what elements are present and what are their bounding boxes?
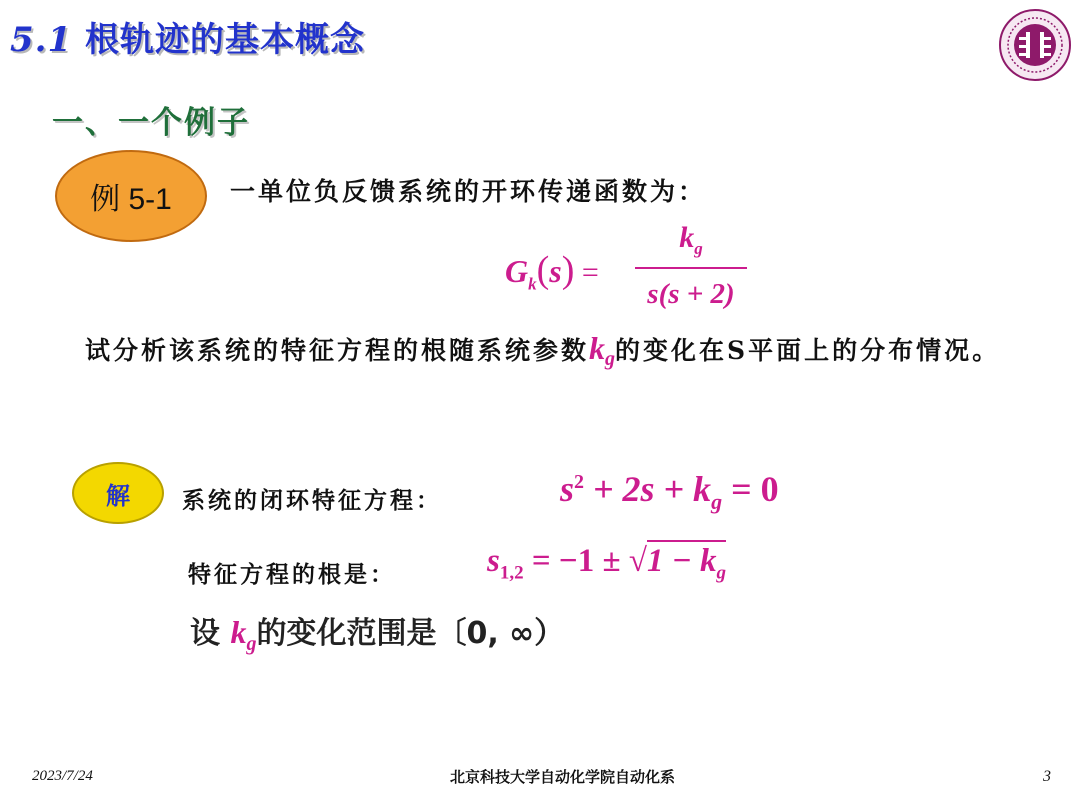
footer-date: 2023/7/24: [32, 768, 93, 784]
range-pre: 设: [190, 616, 231, 651]
eq-s: s: [560, 469, 575, 509]
roots-radicand: [646, 540, 726, 584]
solution-badge: [72, 462, 164, 524]
char-eq-label: 系统的闭环特征方程：: [182, 487, 442, 514]
range-statement: [190, 608, 564, 656]
range-k-sub: g: [246, 633, 257, 655]
eq-exp: 2: [574, 471, 585, 493]
page-number: 3: [1043, 768, 1051, 785]
char-equation: [560, 468, 779, 515]
example-badge: [55, 150, 207, 242]
roots-rad-sub: g: [716, 562, 726, 584]
problem-param: k: [589, 330, 606, 366]
roots-mid: = −1 ±: [523, 543, 629, 579]
tf-g-sub: k: [528, 274, 537, 294]
eq-body: + 2s + k: [584, 469, 712, 509]
example-description: 一单位负反馈系统的开环传递函数为：: [230, 177, 707, 206]
roots-equation: $s_{1,2} = -1 \pm √1 - k_g$: [487, 540, 726, 585]
roots-s: s: [487, 543, 500, 579]
section-title: 根轨迹的基本概念: [85, 20, 365, 60]
slide-title: [10, 12, 365, 61]
footer-organization: 北京科技大学自动化学院自动化系: [450, 768, 676, 786]
tf-g: G: [505, 253, 529, 289]
tf-numerator: k: [679, 221, 695, 254]
tf-denominator: s(s + 2): [647, 278, 735, 310]
eq-rhs: = 0: [722, 469, 779, 509]
problem-part2: 的变化在S平面上的分布情况。: [615, 336, 1001, 365]
problem-statement: [85, 326, 1025, 381]
problem-part1: 试分析该系统的特征方程的根随系统参数: [85, 336, 590, 365]
subtitle: 一、一个例子: [52, 105, 250, 141]
problem-param-sub: g: [605, 348, 616, 370]
roots-label: 特征方程的根是：: [188, 561, 396, 588]
fraction-bar: [635, 267, 747, 269]
roots-rad: 1 − k: [646, 543, 717, 579]
solution-badge-label: 解: [106, 481, 130, 510]
tf-numerator-sub: g: [694, 239, 703, 258]
university-seal-icon: [998, 8, 1072, 82]
range-k: k: [230, 614, 247, 650]
section-number: 5.1: [10, 20, 73, 60]
example-badge-label: 例 5-1: [90, 183, 172, 216]
range-post: 的变化范围是〔0, ∞）: [256, 616, 565, 651]
roots-sub: 1,2: [499, 562, 524, 584]
tf-arg: s: [549, 253, 562, 289]
eq-sub: g: [711, 489, 723, 515]
transfer-function: $G_k(s)$ = $k_g$ s(s + 2): [505, 220, 745, 320]
